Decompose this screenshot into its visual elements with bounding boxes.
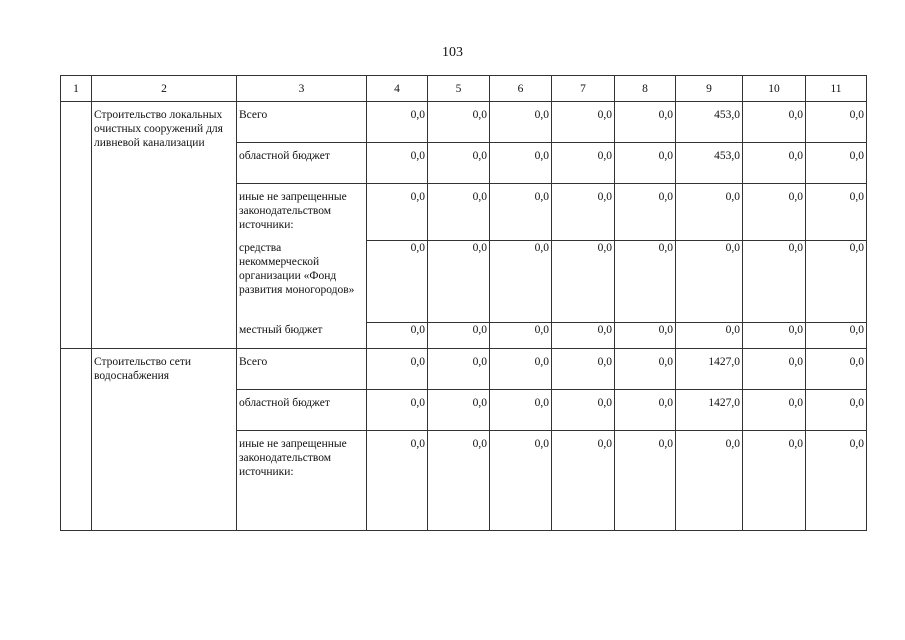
column-number: 11 (806, 76, 867, 102)
row-number-cell (61, 102, 92, 349)
value-cell: 0,0 (490, 431, 552, 531)
value-cell: 0,0 (490, 241, 552, 323)
value-cell: 453,0 (676, 143, 743, 184)
value-cell: 0,0 (490, 102, 552, 143)
value-cell: 453,0 (676, 102, 743, 143)
value-cell: 0,0 (367, 390, 428, 431)
value-cell: 0,0 (806, 323, 867, 349)
column-number: 3 (237, 76, 367, 102)
value-cell: 0,0 (676, 323, 743, 349)
column-number: 5 (428, 76, 490, 102)
value-cell: 0,0 (676, 184, 743, 241)
value-cell: 0,0 (428, 241, 490, 323)
value-cell: 0,0 (806, 241, 867, 323)
value-cell: 0,0 (743, 390, 806, 431)
table-row (61, 102, 867, 143)
value-cell: 0,0 (367, 323, 428, 349)
value-cell: 0,0 (428, 184, 490, 241)
value-cell: 0,0 (806, 102, 867, 143)
table-row (61, 349, 867, 390)
value-cell: 0,0 (806, 349, 867, 390)
budget-table (60, 75, 867, 531)
value-cell: 0,0 (367, 184, 428, 241)
value-cell: 0,0 (743, 184, 806, 241)
value-cell: 0,0 (552, 323, 615, 349)
value-cell: 0,0 (428, 390, 490, 431)
value-cell: 0,0 (552, 349, 615, 390)
value-cell: 0,0 (552, 102, 615, 143)
value-cell: 0,0 (552, 184, 615, 241)
value-cell: 0,0 (428, 349, 490, 390)
value-cell: 0,0 (615, 349, 676, 390)
funding-source: иные не запрещенные законодательством источники: (237, 431, 367, 531)
value-cell: 0,0 (615, 323, 676, 349)
value-cell: 0,0 (552, 390, 615, 431)
value-cell: 0,0 (367, 241, 428, 323)
column-number: 8 (615, 76, 676, 102)
value-cell: 0,0 (490, 349, 552, 390)
column-number: 7 (552, 76, 615, 102)
funding-source: средства некоммерческой организации «Фонд развития моногородов» (237, 241, 367, 323)
value-cell: 0,0 (676, 241, 743, 323)
value-cell: 0,0 (743, 143, 806, 184)
value-cell: 0,0 (490, 184, 552, 241)
value-cell: 0,0 (552, 241, 615, 323)
value-cell: 0,0 (615, 241, 676, 323)
column-number: 6 (490, 76, 552, 102)
column-number: 10 (743, 76, 806, 102)
value-cell: 0,0 (367, 431, 428, 531)
value-cell: 0,0 (490, 143, 552, 184)
value-cell: 0,0 (490, 323, 552, 349)
funding-source: Всего (237, 349, 367, 390)
value-cell: 0,0 (615, 143, 676, 184)
column-number: 4 (367, 76, 428, 102)
value-cell: 0,0 (428, 143, 490, 184)
value-cell: 1427,0 (676, 349, 743, 390)
value-cell: 0,0 (743, 102, 806, 143)
value-cell: 0,0 (615, 390, 676, 431)
value-cell: 0,0 (367, 102, 428, 143)
activity-name: Строительство локальных очистных сооружений для ливневой канализации (92, 102, 237, 349)
value-cell: 0,0 (743, 431, 806, 531)
value-cell: 0,0 (367, 143, 428, 184)
column-number: 1 (61, 76, 92, 102)
value-cell: 0,0 (676, 431, 743, 531)
value-cell: 0,0 (743, 241, 806, 323)
value-cell: 0,0 (743, 323, 806, 349)
value-cell: 0,0 (615, 431, 676, 531)
funding-source: областной бюджет (237, 390, 367, 431)
value-cell: 0,0 (806, 390, 867, 431)
funding-source: областной бюджет (237, 143, 367, 184)
value-cell: 1427,0 (676, 390, 743, 431)
value-cell: 0,0 (615, 102, 676, 143)
column-number: 2 (92, 76, 237, 102)
value-cell: 0,0 (367, 349, 428, 390)
value-cell: 0,0 (806, 431, 867, 531)
value-cell: 0,0 (428, 323, 490, 349)
column-number: 9 (676, 76, 743, 102)
value-cell: 0,0 (743, 349, 806, 390)
value-cell: 0,0 (806, 143, 867, 184)
value-cell: 0,0 (806, 184, 867, 241)
column-number-row (61, 76, 867, 102)
activity-name: Строительство сети водоснабжения (92, 349, 237, 531)
value-cell: 0,0 (428, 102, 490, 143)
row-number-cell (61, 349, 92, 531)
funding-source: Всего (237, 102, 367, 143)
value-cell: 0,0 (552, 431, 615, 531)
page-number: 103 (442, 45, 463, 60)
funding-source: местный бюджет (237, 323, 367, 349)
value-cell: 0,0 (552, 143, 615, 184)
value-cell: 0,0 (615, 184, 676, 241)
funding-source: иные не запрещенные законодательством источники: (237, 184, 367, 241)
value-cell: 0,0 (490, 390, 552, 431)
value-cell: 0,0 (428, 431, 490, 531)
